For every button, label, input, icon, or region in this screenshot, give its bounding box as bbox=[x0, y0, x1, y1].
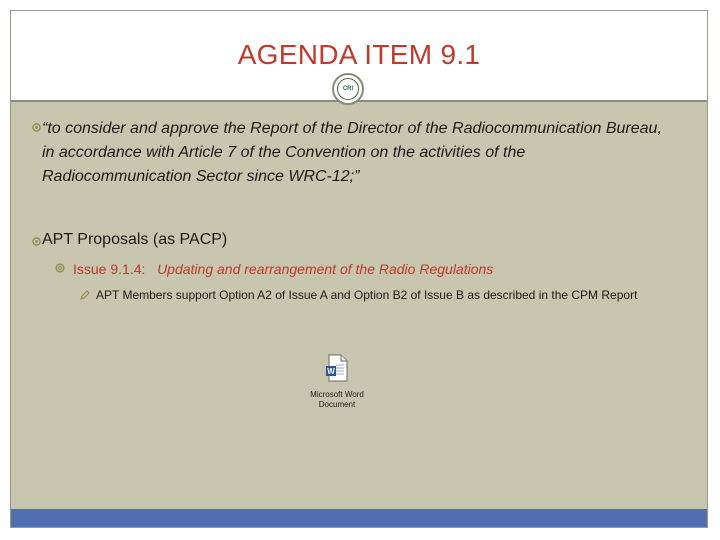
word-document-icon bbox=[325, 354, 349, 382]
issue-detail-text: APT Members support Option A2 of Issue A and Option B2 of Issue B as described in the CPM Report bbox=[96, 288, 638, 302]
svg-text:W: W bbox=[327, 367, 335, 376]
issue-item bbox=[55, 260, 675, 278]
embedded-word-document[interactable] bbox=[298, 354, 376, 410]
logo-icon bbox=[332, 73, 364, 105]
pencil-bullet-icon bbox=[80, 290, 90, 300]
word-document-caption: Microsoft Word Document bbox=[310, 390, 364, 409]
slide-title: AGENDA ITEM 9.1 bbox=[237, 39, 481, 70]
bullet-agenda-text bbox=[32, 117, 672, 189]
gear-bullet-icon bbox=[55, 263, 65, 273]
issue-detail bbox=[80, 286, 670, 304]
bullet-apt-proposals bbox=[32, 231, 227, 249]
bullet-icon bbox=[32, 123, 41, 132]
agenda-quote: “to consider and approve the Report of the Director of the Radiocommunication Bureau, in accordance with Article 7 of the Convention on the activities of the Radiocommunication Sector since WRC‑12;” bbox=[42, 120, 662, 185]
issue-title: Updating and rearrangement of the Radio Regulations bbox=[157, 261, 494, 277]
bottom-band bbox=[11, 509, 707, 527]
apt-proposals-label: APT Proposals (as PACP) bbox=[42, 231, 228, 248]
issue-label: Issue 9.1.4: bbox=[73, 261, 146, 277]
logo-text: CRI bbox=[342, 86, 354, 92]
bullet-icon bbox=[32, 237, 41, 246]
